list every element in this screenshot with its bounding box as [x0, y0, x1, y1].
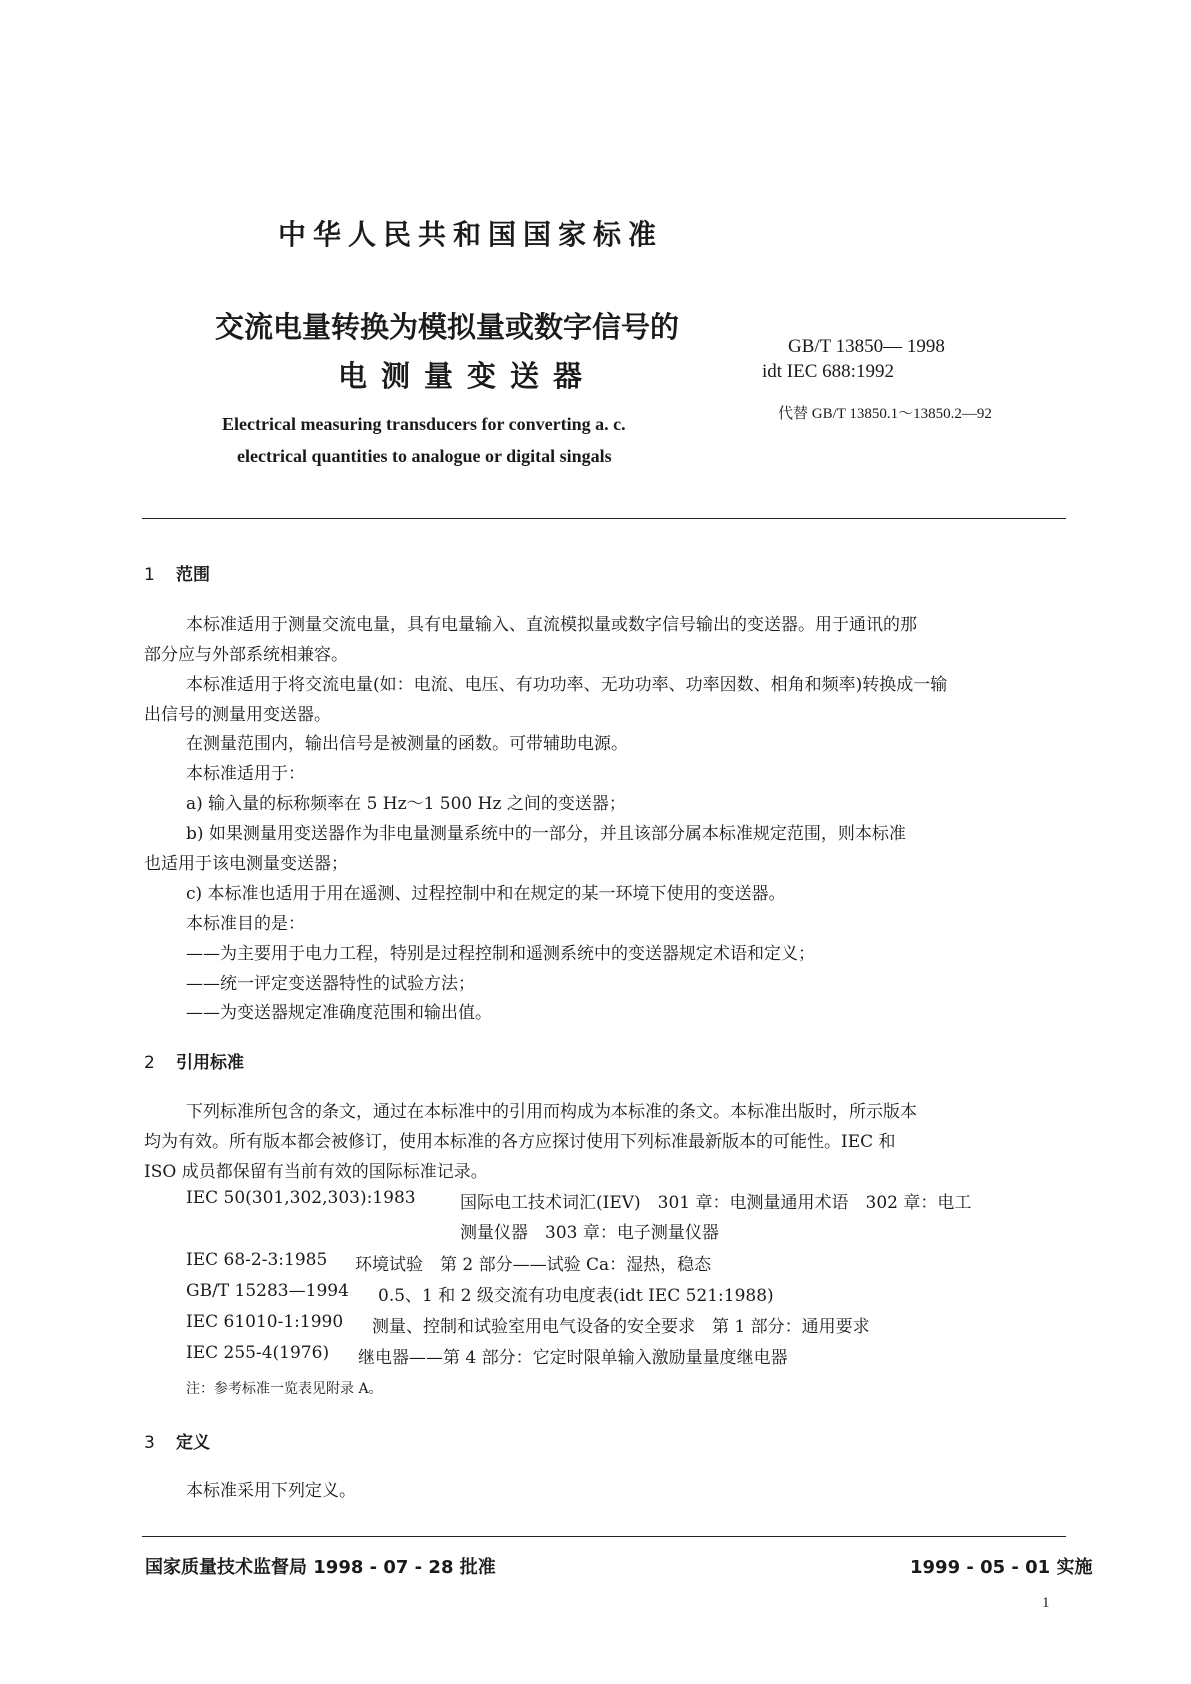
reference-code: IEC 61010-1:1990: [186, 1312, 344, 1332]
paragraph-line: 本标准适用于将交流电量(如：电流、电压、有功功率、无功功率、功率因数、相角和频率)转换成一输: [186, 675, 948, 695]
reference-title: 测量、控制和试验室用电气设备的安全要求 第 1 部分：通用要求: [372, 1317, 870, 1337]
standard-number: GB/T 13850— 1998: [788, 336, 945, 357]
reference-title: 0.5、1 和 2 级交流有功电度表(idt IEC 521:1988): [378, 1286, 774, 1306]
paragraph-line: ISO 成员都保留有当前有效的国际标准记录。: [144, 1162, 488, 1182]
list-item: a) 输入量的标称频率在 5 Hz～1 500 Hz 之间的变送器；: [186, 794, 626, 814]
chinese-title-line-1: 交流电量转换为模拟量或数字信号的: [215, 310, 680, 344]
reference-code: IEC 255-4(1976): [186, 1343, 330, 1363]
paragraph-line: 在测量范围内，输出信号是被测量的函数。可带辅助电源。: [186, 734, 628, 754]
reference-note: 注：参考标准一览表见附录 A。: [186, 1381, 383, 1397]
reference-title-continued: 测量仪器 303 章：电子测量仪器: [460, 1223, 719, 1243]
paragraph-line: 部分应与外部系统相兼容。: [144, 645, 348, 665]
section-1-heading: [144, 560, 210, 585]
section-title: 定义: [176, 1433, 210, 1453]
reference-title: 国际电工技术词汇(IEV) 301 章：电测量通用术语 302 章：电工: [460, 1193, 972, 1213]
paragraph-line: 本标准采用下列定义。: [186, 1481, 356, 1501]
paragraph-line: 本标准适用于测量交流电量，具有电量输入、直流模拟量或数字信号输出的变送器。用于通讯的那: [186, 615, 917, 635]
section-number: 2: [144, 1053, 155, 1073]
top-divider: [142, 518, 1066, 519]
list-item: 也适用于该电测量变送器；: [144, 854, 348, 874]
paragraph-line: 均为有效。所有版本都会被修订，使用本标准的各方应探讨使用下列标准最新版本的可能性。IEC 和: [144, 1132, 896, 1152]
page-number: 1: [1042, 1595, 1050, 1611]
list-item: ——为变送器规定准确度范围和输出值。: [186, 1003, 492, 1023]
reference-code: IEC 68-2-3:1985: [186, 1250, 328, 1270]
paragraph-line: 本标准目的是：: [186, 914, 305, 934]
reference-title: 继电器——第 4 部分：它定时限单输入激励量量度继电器: [358, 1348, 788, 1368]
english-title-line-1: Electrical measuring transducers for converting a. c.: [222, 414, 626, 434]
english-title-line-2: electrical quantities to analogue or digital singals: [237, 446, 612, 466]
section-3-heading: [144, 1428, 210, 1453]
section-title: 范围: [176, 565, 210, 585]
replaces-standard: 代替 GB/T 13850.1～13850.2—92: [778, 406, 992, 422]
paragraph-line: 本标准适用于：: [186, 764, 305, 784]
section-2-heading: [144, 1048, 244, 1073]
paragraph-line: 出信号的测量用变送器。: [144, 705, 331, 725]
list-item: b) 如果测量用变送器作为非电量测量系统中的一部分，并且该部分属本标准规定范围，则本标准: [186, 824, 906, 844]
bottom-divider: [142, 1536, 1066, 1537]
section-number: 3: [144, 1433, 155, 1453]
idt-standard: idt IEC 688:1992: [762, 361, 894, 382]
reference-code: IEC 50(301,302,303):1983: [186, 1188, 416, 1208]
list-item: ——为主要用于电力工程，特别是过程控制和遥测系统中的变送器规定术语和定义；: [186, 944, 815, 964]
list-item: c) 本标准也适用于用在遥测、过程控制中和在规定的某一环境下使用的变送器。: [186, 884, 786, 904]
paragraph-line: 下列标准所包含的条文，通过在本标准中的引用而构成为本标准的条文。本标准出版时，所示版本: [186, 1102, 917, 1122]
national-standard-title: 中华人民共和国国家标准: [278, 218, 664, 251]
list-item: ——统一评定变送器特性的试验方法；: [186, 974, 475, 994]
section-title: 引用标准: [176, 1053, 244, 1073]
chinese-title-line-2: 电测量变送器: [338, 359, 597, 393]
section-number: 1: [144, 565, 155, 585]
effective-date: 1999 - 05 - 01 实施: [910, 1557, 1093, 1578]
approval-line: 国家质量技术监督局 1998 - 07 - 28 批准: [145, 1557, 496, 1578]
reference-code: GB/T 15283—1994: [186, 1281, 349, 1301]
reference-title: 环境试验 第 2 部分——试验 Ca：湿热，稳态: [355, 1255, 712, 1275]
